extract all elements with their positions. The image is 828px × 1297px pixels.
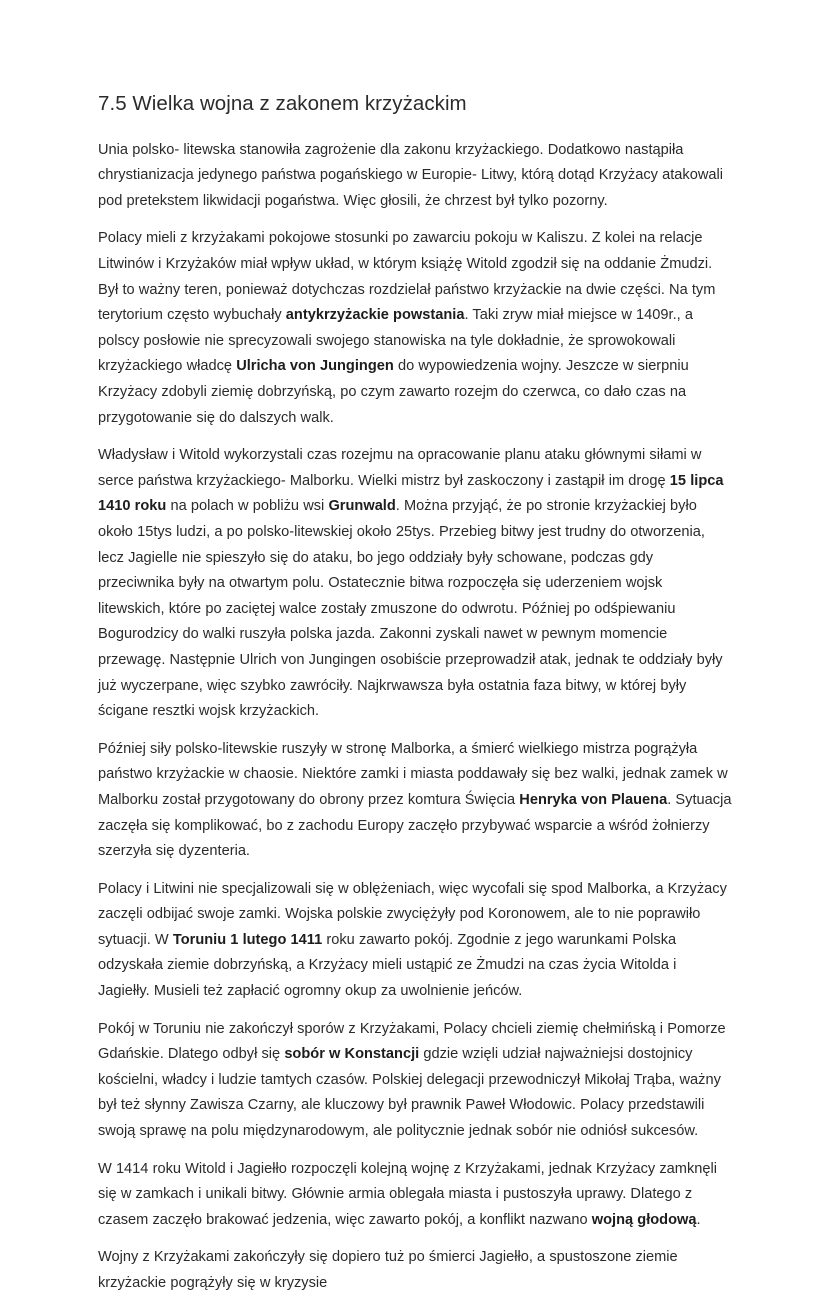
emphasis-text: sobór w Konstancji bbox=[284, 1046, 420, 1063]
document-body bbox=[98, 138, 732, 1297]
body-text: Wojny z Krzyżakami zakończyły się dopiero tuż po śmierci Jagiełło, a spustoszone ziemie krzyżackie pogrążyły się w kryzysie bbox=[98, 1249, 678, 1292]
body-text: Unia polsko- litewska stanowiła zagrożenie dla zakonu krzyżackiego. Dodatkowo nastąpiła chrystianizacja jedynego państwa pogańskiego w Europie- Litwy, którą dotąd Krzyżacy atakowali pod pretekstem likwidacji pogaństwa. Więc głosili, że chrzest był tylko pozorny. bbox=[98, 141, 723, 209]
body-text: . Sytuacja zaczęła się komplikować, bo z zachodu Europy zaczęło przybywać wsparcie a wśród żołnierzy szerzyła się dyzenteria. bbox=[98, 791, 732, 860]
page-title: 7.5 Wielka wojna z zakonem krzyżackim bbox=[98, 92, 467, 115]
emphasis-text: Toruniu 1 lutego 1411 bbox=[172, 931, 323, 948]
paragraph bbox=[98, 226, 732, 431]
body-text: Władysław i Witold wykorzystali czas rozejmu na opracowanie planu ataku głównymi siłami w serce państwa krzyżackiego- Malborku. Wielki mistrz był zaskoczony i zastąpił im drogę bbox=[98, 447, 702, 489]
body-text: W 1414 roku Witold i Jagiełło rozpoczęli kolejną wojnę z Krzyżakami, jednak Krzyżacy zamknęli się w zamkach i unikali bitwy. Głównie armia oblegała miasta i pustoszyła uprawy. Dlatego z czasem zaczęło brakować jedzenia, więc zawarto pokój, a konflikt nazwano bbox=[98, 1160, 718, 1228]
emphasis-text: antykrzyżackie powstania bbox=[285, 307, 465, 324]
body-text: Polacy i Litwini nie specjalizowali się w oblężeniach, więc wycofali się spod Malborka, a Krzyżacy zaczęli odbijać swoje zamki. Wojska polskie zwyciężyły pod Koronowem, ale to nie poprawiło sytuacji. W bbox=[98, 880, 727, 948]
paragraph bbox=[98, 1245, 732, 1296]
paragraph bbox=[98, 138, 732, 215]
emphasis-text: Ulricha von Jungingen bbox=[236, 358, 394, 375]
body-text: do wypowiedzenia wojny. Jeszcze w sierpniu Krzyżacy zdobyli ziemię dobrzyńską, po czym zawarto rozejm do czerwca, co dało czas na przygotowanie się do dalszych walk. bbox=[98, 358, 689, 426]
body-text: roku zawarto pokój. Zgodnie z jego warunkami Polska odzyskała ziemie dobrzyńską, a Krzyżacy mieli ustąpić ze Żmudzi na czas życia Witolda i Jagiełły. Musieli też zapłacić ogromny okup za uwolnienie jeńców. bbox=[98, 931, 677, 1000]
paragraph bbox=[98, 1017, 732, 1145]
body-text: na polach w pobliżu wsi bbox=[166, 498, 329, 515]
body-text: . Można przyjąć, że po stronie krzyżackiej było około 15tys ludzi, a po polsko-litewskiej około 25tys. Przebieg bitwy jest trudny do otworzenia, lecz Jagielle nie spieszyło się do ataku, bo jego oddziały były schowane, podczas gdy przeciwnika były na otwartym polu. Ostatecznie bitwa rozpoczęła się uderzeniem wojsk litewskich, które po zaciętej walce zostały zmuszone do odwrotu. Później po odśpiewaniu Bogurodzicy do walki ruszyła polska jazda. Zakonni zyskali nawet w pewnym momencie przewagę. Następnie Ulrich von Jungingen osobiście przeprowadził atak, jednak te oddziały były już wyczerpane, więc szybko zawróciły. Najkrwawsza była ostatnia faza bitwy, w której były ścigane resztki wojsk krzyżackich. bbox=[98, 498, 723, 720]
paragraph bbox=[98, 737, 732, 865]
emphasis-text: Henryka von Plauena bbox=[519, 791, 668, 808]
paragraph bbox=[98, 877, 732, 1005]
body-text: . bbox=[696, 1211, 701, 1228]
emphasis-text: wojną głodową bbox=[591, 1211, 697, 1228]
emphasis-text: 15 lipca 1410 roku bbox=[98, 472, 724, 515]
paragraph bbox=[98, 1157, 732, 1234]
body-text: Pokój w Toruniu nie zakończył sporów z Krzyżakami, Polacy chcieli ziemię chełmińską i Pomorze Gdańskie. Dlatego odbył się bbox=[98, 1020, 726, 1063]
body-text: Później siły polsko-litewskie ruszyły w stronę Malborka, a śmierć wielkiego mistrza pogrążyła państwo krzyżackie w chaosie. Niektóre zamki i miasta poddawały się bez walki, jednak zamek w Malborku został przygotowany do obrony przez komtura Święcia bbox=[98, 740, 728, 808]
body-text: Polacy mieli z krzyżakami pokojowe stosunki po zawarciu pokoju w Kaliszu. Z kolei na relacje Litwinów i Krzyżaków miał wpływ układ, w którym książę Witold zgodził się na oddanie Żmudzi. Był to ważny teren, ponieważ dotychczas rozdzielał państwo krzyżackie na dwie części. Na tym terytorium często wybuchały bbox=[98, 230, 716, 324]
paragraph bbox=[98, 443, 732, 725]
body-text: gdzie wzięli udział najważniejsi dostojnicy kościelni, władcy i ludzie tamtych czasów. Polskiej delegacji przewodniczył Mikołaj Trąba, ważny był też słynny Zawisza Czarny, ale kluczowy był prawnik Paweł Włodowic. Polacy przedstawili swoją sprawę na polu międzynarodowym, ale politycznie jednak sobór nie odniósł sukcesów. bbox=[98, 1046, 721, 1140]
body-text: . Taki zryw miał miejsce w 1409r., a polscy posłowie nie sprecyzowali swojego stanowiska na tyle dokładnie, że sprowokowali krzyżackiego władcę bbox=[98, 307, 693, 375]
emphasis-text: Grunwald bbox=[328, 498, 396, 515]
